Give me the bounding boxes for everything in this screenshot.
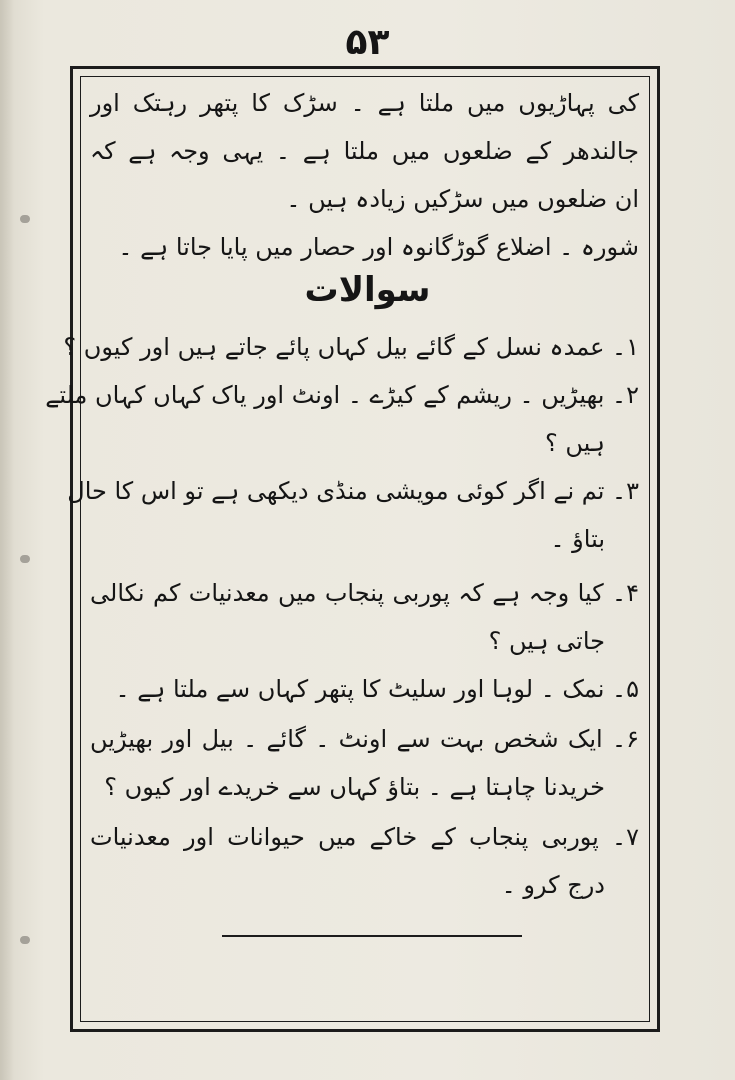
- question-7-continuation: درج کرو ۔: [501, 871, 605, 899]
- question-2: ۲۔ بھیڑیں ۔ ریشم کے کیڑے ۔ اونٹ اور یاک کہاں کہاں ملتے: [45, 381, 639, 409]
- paragraph-line: ان ضلعوں میں سڑکیں زیادہ ہیں ۔: [286, 185, 639, 213]
- question-6: ۶۔ ایک شخص بہت سے اونٹ ۔ گائے ۔ بیل اور بھیڑیں: [90, 725, 639, 753]
- binding-hole-mark: [20, 555, 30, 563]
- question-3-continuation: بتاؤ ۔: [550, 525, 605, 553]
- page-edge-shadow: [0, 0, 14, 1080]
- binding-hole-mark: [20, 215, 30, 223]
- question-5: ۵۔ نمک ۔ لوہا اور سلیٹ کا پتھر کہاں سے ملتا ہے ۔: [115, 675, 639, 703]
- paragraph-line: کی پہاڑیوں میں ملتا ہے ۔ سڑک کا پتھر رہتک اور: [90, 89, 639, 117]
- question-3: ۳۔ تم نے اگر کوئی مویشی منڈی دیکھی ہے تو اس کا حال: [67, 477, 639, 505]
- question-2-continuation: ہیں ؟: [545, 429, 605, 457]
- question-4: ۴۔ کیا وجہ ہے کہ پوربی پنجاب میں معدنیات کم نکالی: [90, 579, 639, 607]
- question-7: ۷۔ پوربی پنجاب کے خاکے میں حیوانات اور معدنیات: [90, 823, 639, 851]
- question-4-continuation: جاتی ہیں ؟: [488, 627, 605, 655]
- paragraph-line: شورہ ۔ اضلاع گوڑگانوہ اور حصار میں پایا جاتا ہے ۔: [118, 233, 639, 261]
- paragraph-line: جالندھر کے ضلعوں میں ملتا ہے ۔ یہی وجہ ہے کہ: [90, 137, 639, 165]
- page-number: ۵۳: [345, 22, 390, 63]
- closing-rule: [222, 935, 522, 937]
- section-heading: سوالات: [304, 270, 431, 310]
- binding-hole-mark: [20, 936, 30, 944]
- question-1: ۱۔ عمدہ نسل کے گائے بیل کہاں پائے جاتے ہیں اور کیوں ؟: [63, 333, 639, 361]
- question-6-continuation: خریدنا چاہتا ہے ۔ بتاؤ کہاں سے خریدے اور کیوں ؟: [104, 773, 605, 801]
